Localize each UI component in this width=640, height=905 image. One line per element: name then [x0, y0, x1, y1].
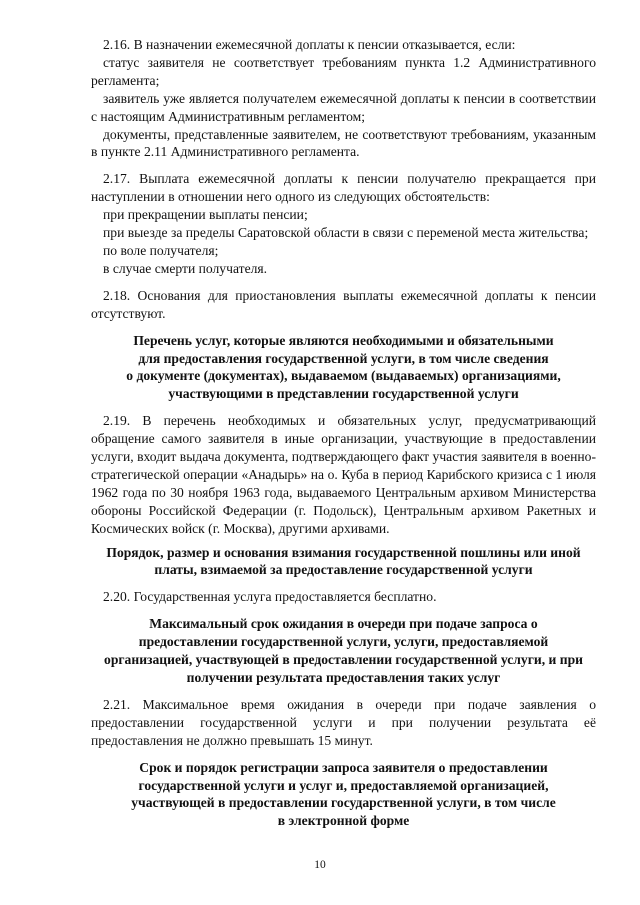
heading-line: о документе (документах), выдаваемом (выдаваемых) организациями, — [126, 368, 561, 384]
heading-line: для предоставления государственной услуги, в том числе сведения — [138, 350, 549, 366]
section-2-16-item: заявитель уже является получателем ежемесячной доплаты к пенсии в соответствии с настоящим Административным регламентом; — [91, 90, 596, 124]
heading-line: платы, взимаемой за предоставление государственной услуги — [154, 562, 533, 578]
heading-line: государственной услуги и услуг и, предоставляемой организацией, — [138, 777, 549, 793]
section-2-17-item: по воле получателя; — [103, 242, 219, 258]
heading-line: получении результата предоставления таких услуг — [186, 670, 501, 685]
section-2-21: 2.21. Максимальное время ожидания в очереди при подаче заявления о предоставлении государственной услуги и при получении результата её предоставления не должно превышать 15 минут. — [91, 696, 596, 748]
section-2-17-item: в случае смерти получателя. — [103, 260, 268, 276]
section-2-16-item: документы, представленные заявителем, не соответствуют требованиям, указанным в пункте 2.11 Административного регламента. — [91, 126, 596, 160]
heading-line: Перечень услуг, которые являются необходимыми и обязательными — [133, 332, 554, 348]
section-heading-required-services — [91, 332, 596, 404]
section-2-20: 2.20. Государственная услуга предоставляется бесплатно. — [103, 589, 437, 605]
section-heading-queue-time — [91, 615, 596, 687]
page-content — [91, 36, 596, 830]
section-2-19: 2.19. В перечень необходимых и обязательных услуг, предусматривающий обращение самого заявителя в иные организации, участвующие в предоставлении услуги, входит выдача документа, подтверждающего факт участия заявителя в военно-стратегической операции «Анадырь» на о. Куба в период Карибского кризиса с 1 июля 1962 года по 30 ноября 1963 года, выдаваемого Центральным архивом Министерства обороны Российской Федерации (г. Подольск), Центральным архивом Ракетных и Космических войск (г. Москва), другими архивами. — [91, 413, 596, 536]
section-heading-state-duty — [91, 544, 596, 580]
heading-line: в электронной форме — [277, 813, 410, 829]
heading-line: предоставлении государственной услуги, услуги, предоставляемой — [138, 634, 549, 650]
section-2-17-item: при выезде за пределы Саратовской области в связи с переменой места жительства; — [103, 225, 589, 241]
section-2-16-item: статус заявителя не соответствует требованиям пункта 1.2 Административного регламента; — [91, 54, 596, 88]
section-2-16-lead: 2.16. В назначении ежемесячной доплаты к пенсии отказывается, если: — [103, 37, 516, 52]
section-2-17-lead: 2.17. Выплата ежемесячной доплаты к пенсии получателю прекращается при наступлении в отношении него одного из следующих обстоятельств: — [91, 171, 596, 205]
heading-line: участвующей в предоставлении государственной услуги, в том числе — [131, 795, 556, 811]
heading-line: Срок и порядок регистрации запроса заявителя о предоставлении — [139, 759, 548, 775]
section-2-18: 2.18. Основания для приостановления выплаты ежемесячной доплаты к пенсии отсутствуют. — [91, 287, 596, 321]
heading-line: Порядок, размер и основания взимания государственной пошлины или иной — [106, 544, 581, 560]
section-heading-registration — [91, 759, 596, 831]
heading-line: участвующими в представлении государственной услуги — [168, 386, 519, 402]
page-number: 10 — [314, 859, 326, 871]
heading-line: Максимальный срок ожидания в очереди при подаче запроса о — [149, 616, 538, 632]
heading-line: организацией, участвующей в предоставлении государственной услуги, и при — [104, 652, 583, 668]
section-2-17-item: при прекращении выплаты пенсии; — [103, 207, 308, 223]
